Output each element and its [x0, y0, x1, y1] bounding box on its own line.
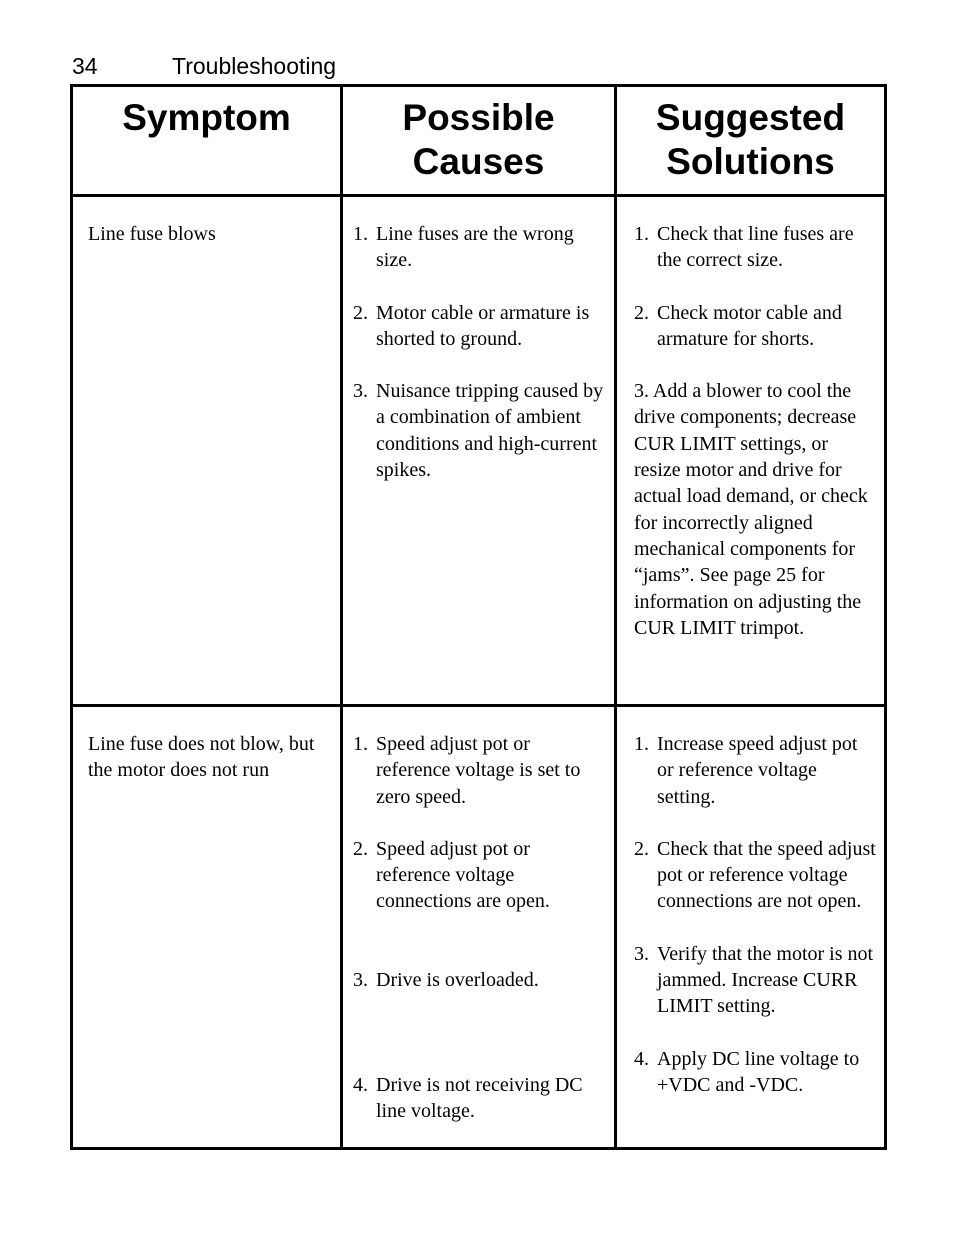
- solution-item: [634, 836, 878, 915]
- item-number: 2.: [353, 301, 368, 324]
- column-header-symptom: [72, 86, 342, 196]
- item-number: 2.: [634, 301, 649, 324]
- item-text: Check that the speed adjust pot or reference voltage connections are not open.: [657, 837, 876, 913]
- cause-item: [353, 1072, 606, 1125]
- column-header-line: Possible: [402, 97, 555, 138]
- item-text: Speed adjust pot or reference voltage is set to zero speed.: [376, 733, 581, 808]
- item-text: Line fuses are the wrong size.: [376, 223, 574, 272]
- symptom-cell: [72, 706, 342, 1149]
- item-number: 4.: [353, 1074, 368, 1097]
- solution-item: [634, 300, 878, 353]
- item-number: 1.: [634, 223, 649, 245]
- cause-item: [353, 731, 606, 810]
- solutions-cell: [616, 196, 886, 706]
- solutions-cell: [616, 706, 886, 1149]
- item-number: 1.: [353, 733, 368, 755]
- column-header-line: Suggested: [655, 97, 846, 138]
- symptom-text: Line fuse blows: [88, 223, 216, 245]
- cause-item: [353, 300, 606, 353]
- cause-item: [353, 967, 606, 993]
- symptom-text: Line fuse does not blow, but the motor does not run: [88, 733, 315, 782]
- page-number: 34: [72, 53, 98, 79]
- item-number: 3.: [634, 380, 649, 403]
- item-number: 1.: [353, 223, 368, 245]
- item-text: Speed adjust pot or reference voltage connections are open.: [376, 837, 550, 913]
- item-number: 4.: [634, 1047, 649, 1070]
- column-header-line: Solutions: [666, 141, 835, 182]
- item-number: 3.: [353, 968, 368, 991]
- column-header-suggested-solutions: [616, 86, 886, 196]
- item-number: 2.: [634, 837, 649, 860]
- item-text: Motor cable or armature is shorted to ground.: [376, 301, 590, 350]
- table-row: [72, 196, 886, 706]
- solution-item: [634, 1046, 878, 1099]
- item-text: Verify that the motor is not jammed. Increase CURR LIMIT setting.: [657, 942, 874, 1018]
- page-header: [72, 53, 336, 80]
- item-number: 3.: [634, 942, 649, 965]
- solution-item: [634, 221, 878, 274]
- item-text: Check motor cable and armature for shorts.: [657, 301, 842, 350]
- causes-cell: [342, 706, 616, 1149]
- cause-item: [353, 836, 606, 915]
- column-header-possible-causes: [342, 86, 616, 196]
- item-text: Apply DC line voltage to +VDC and -VDC.: [657, 1047, 860, 1096]
- item-text: Nuisance tripping caused by a combination of ambient conditions and high-current spikes.: [376, 380, 604, 482]
- section-title: Troubleshooting: [172, 53, 337, 79]
- solution-item: [634, 731, 878, 810]
- solution-item: [634, 941, 878, 1020]
- item-text: Drive is not receiving DC line voltage.: [376, 1074, 583, 1123]
- item-text: Add a blower to cool the drive components; decrease CUR LIMIT settings, or resize motor and drive for actual load demand, or check for incorrectly aligned mechanical components for “jams”. See page 25 for information on adjusting the CUR LIMIT trimpot.: [634, 380, 868, 639]
- item-text: Check that line fuses are the correct size.: [657, 223, 854, 272]
- table-header-row: [72, 86, 886, 196]
- item-number: 3.: [353, 380, 368, 403]
- cause-item: [353, 221, 606, 274]
- item-number: 2.: [353, 837, 368, 860]
- causes-cell: [342, 196, 616, 706]
- column-header-line: Symptom: [122, 97, 291, 138]
- symptom-cell: [72, 196, 342, 706]
- table-row: [72, 706, 886, 1149]
- cause-item: [353, 378, 606, 483]
- item-text: Increase speed adjust pot or reference voltage setting.: [657, 733, 858, 808]
- column-header-line: Causes: [412, 141, 545, 182]
- item-number: 1.: [634, 733, 649, 755]
- item-text: Drive is overloaded.: [376, 968, 539, 991]
- solution-item: [634, 378, 878, 641]
- troubleshooting-table: [70, 84, 887, 1150]
